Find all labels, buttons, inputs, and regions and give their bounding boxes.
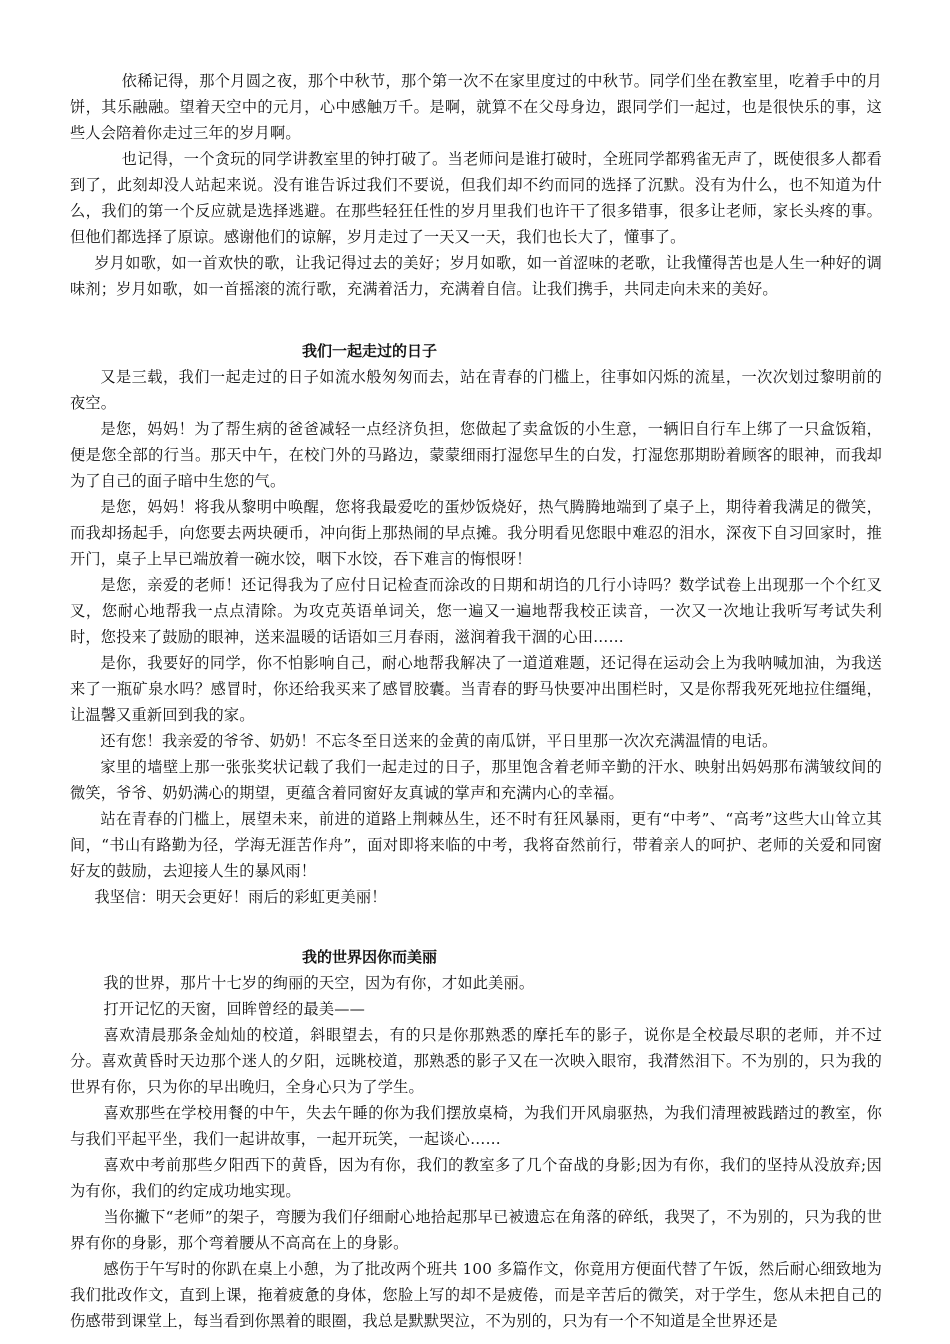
paragraph: 感伤于午写时的你趴在桌上小憩，为了批改两个班共 100 多篇作文，你竟用方便面代替了午饭，然后耐心细致地为我们批改作文，直到上课，拖着疲惫的身体，您脸上写的却不是疲倦，而是辛苦后的微笑，对于学生，您从未把自己的伤感带到课堂上，每当看到你黑着的眼圈，我总是默默哭泣，不为别的，只为有一个不知道是全世界还是	[70, 1260, 882, 1330]
paragraph: 站在青春的门槛上，展望未来，前进的道路上荆棘丛生，还不时有狂风暴雨，更有“中考”、“高考”这些大山耸立其间，“书山有路勤为径，学海无涯苦作舟”，面对即将来临的中考，我将奋然前行，带着亲人的呵护、老师的关爱和同窗好友的鼓励，去迎接人生的暴风雨！	[70, 810, 882, 880]
paragraph: 喜欢那些在学校用餐的中午，失去午睡的你为我们摆放桌椅，为我们开风扇驱热，为我们清理被践踏过的教室，你与我们平起平坐，我们一起讲故事，一起开玩笑，一起谈心……	[70, 1104, 882, 1148]
paragraph: 是你，我要好的同学，你不怕影响自己，耐心地帮我解决了一道道难题，还记得在运动会上为我呐喊加油，为我送来了一瓶矿泉水吗？感冒时，你还给我买来了感冒胶囊。当青春的野马快要冲出围栏时，又是你帮我死死地拉住缰绳，让温馨又重新回到我的家。	[70, 654, 882, 724]
document-page	[70, 68, 882, 1334]
paragraph: 是您，妈妈！将我从黎明中唤醒，您将我最爱吃的蛋炒饭烧好，热气腾腾地端到了桌子上，期待着我满足的微笑，而我却扬起手，向您要去两块硬币，冲向街上那热闹的早点摊。我分明看见您眼中难忍的泪水，深夜下自习回家时，推开门，桌子上早已端放着一碗水饺，咽下水饺，吞下难言的悔恨呀！	[70, 498, 882, 568]
paragraph: 我坚信：明天会更好！雨后的彩虹更美丽！	[94, 888, 387, 906]
paragraph: 是您，亲爱的老师！还记得我为了应付日记检查而涂改的日期和胡诌的几行小诗吗？数学试卷上出现那一个个红叉叉，您耐心地帮我一点点清除。为攻克英语单词关，您一遍又一遍地帮我校正读音，一次又一次地让我听写考试失利时，您投来了鼓励的眼神，送来温暖的话语如三月春雨，滋润着我干涸的心田……	[70, 576, 882, 646]
paragraph: 喜欢清晨那条金灿灿的校道，斜眼望去，有的只是你那熟悉的摩托车的影子，说你是全校最尽职的老师，并不过分。喜欢黄昏时天边那个迷人的夕阳，远眺校道，那熟悉的影子又在一次映入眼帘，我潸然泪下。不为别的，只为我的世界有你，只为你的早出晚归，全身心只为了学生。	[70, 1026, 882, 1096]
section-title: 我的世界因你而美丽	[302, 948, 438, 966]
paragraph: 是您，妈妈！为了帮生病的爸爸减轻一点经济负担，您做起了卖盒饭的小生意，一辆旧自行车上绑了一只盒饭箱，便是您全部的行当。那天中午，在校门外的马路边，蒙蒙细雨打湿您早生的白发，打湿您那期盼着顾客的眼神，而我却为了自己的面子暗中生您的气。	[70, 420, 882, 490]
paragraph: 还有您！我亲爱的爷爷、奶奶！不忘冬至日送来的金黄的南瓜饼，平日里那一次次充满温情的电话。	[100, 732, 778, 750]
paragraph: 喜欢中考前那些夕阳西下的黄昏，因为有你，我们的教室多了几个奋战的身影;因为有你，我们的坚持从没放弃;因为有你，我们的约定成功地实现。	[70, 1156, 882, 1200]
paragraph: 当你撇下“老师”的架子，弯腰为我们仔细耐心地拾起那早已被遗忘在角落的碎纸，我哭了，不为别的，只为我的世界有你的身影，那个弯着腰从不高高在上的身影。	[70, 1208, 882, 1252]
paragraph: 打开记忆的天窗，回眸曾经的最美——	[103, 1000, 366, 1018]
paragraph: 依稀记得，那个月圆之夜，那个中秋节，那个第一次不在家里度过的中秋节。同学们坐在教室里，吃着手中的月饼，其乐融融。望着天空中的元月，心中感触万千。是啊，就算不在父母身边，跟同学们一起过，也是很快乐的事，这些人会陪着你走过三年的岁月啊。	[70, 72, 882, 142]
paragraph: 我的世界，那片十七岁的绚丽的天空，因为有你，才如此美丽。	[103, 974, 535, 992]
paragraph: 岁月如歌，如一首欢快的歌，让我记得过去的美好；岁月如歌，如一首涩味的老歌，让我懂得苦也是人生一种好的调味剂；岁月如歌，如一首摇滚的流行歌，充满着活力，充满着自信。让我们携手，共同走向未来的美好。	[70, 254, 882, 298]
section-title: 我们一起走过的日子	[302, 342, 438, 360]
paragraph: 家里的墙壁上那一张张奖状记载了我们一起走过的日子，那里饱含着老师辛勤的汗水、映射出妈妈那布满皱纹间的微笑，爷爷、奶奶满心的期望，更蕴含着同窗好友真诚的掌声和充满内心的幸福。	[70, 758, 882, 802]
paragraph: 也记得，一个贪玩的同学讲教室里的钟打破了。当老师问是谁打破时，全班同学都鸦雀无声了，既使很多人都看到了，此刻却没人站起来说。没有谁告诉过我们不要说，但我们却不约而同的选择了沉默。没有为什么，也不知道为什么，我们的第一个反应就是选择逃避。在那些轻狂任性的岁月里我们也许干了很多错事，很多让老师，家长头疼的事。但他们都选择了原谅。感谢他们的谅解，岁月走过了一天又一天，我们也长大了，懂事了。	[70, 150, 882, 246]
paragraph: 又是三载，我们一起走过的日子如流水般匆匆而去，站在青春的门槛上，往事如闪烁的流星，一次次划过黎明前的夜空。	[70, 368, 882, 412]
